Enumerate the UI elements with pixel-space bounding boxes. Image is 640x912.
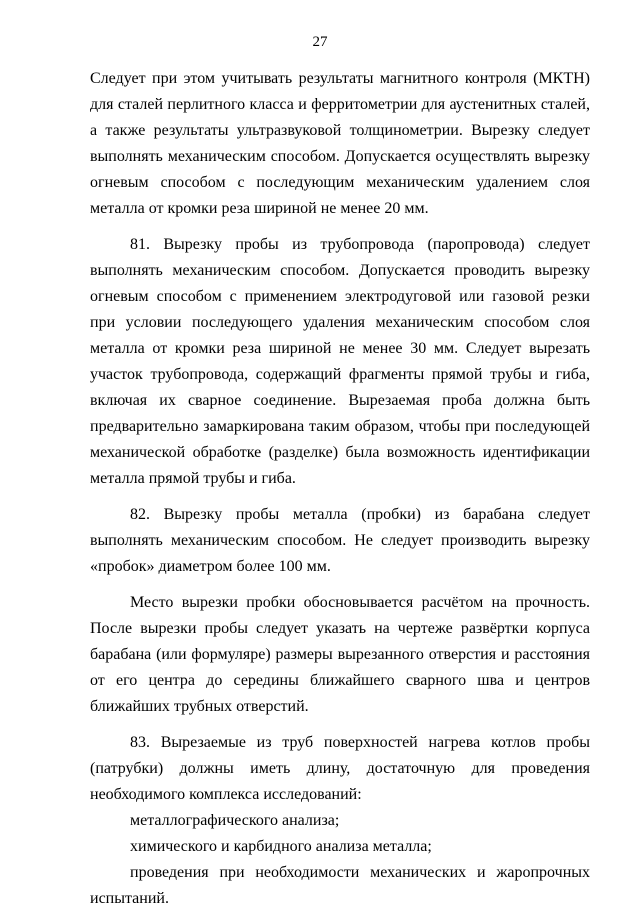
list-item: металлографического анализа;: [130, 812, 340, 829]
paragraph-continuation: Следует при этом учитывать результаты магнитного контроля (МКТН) для сталей перлитного класса и ферритометрии для аустенитных сталей, а также результаты ультразвуковой толщинометрии. Вырезку следует выполнять механическим способом. Допускается осуществлять вырезку огневым способом с последующим механическим удалением слоя металла от кромки реза шириной не менее 20 мм.: [90, 70, 590, 217]
paragraph-81: 81. Вырезку пробы из трубопровода (паропровода) следует выполнять механическим способом. Допускается проводить вырезку огневым способом с применением электродуговой или газовой резки при условии последующего удаления механическим способом слоя металла от кромки реза шириной не менее 30 мм. Следует вырезать участок трубопровода, содержащий фрагменты прямой трубы и гиба, включая их сварное соединение. Вырезаемая проба должна быть предварительно замаркирована таким образом, чтобы при последующей механической обработке (разделке) была возможность идентификации металла прямой трубы и гиба.: [90, 236, 590, 487]
body-text: [90, 66, 590, 912]
page-number: 27: [312, 34, 328, 50]
paragraph-cut-location: Место вырезки пробки обосновывается расчётом на прочность. После вырезки пробы следует указать на чертеже развёртки корпуса барабана (или формуляре) размеры вырезанного отверстия и расстояния от его центра до середины ближайшего сварного шва и центров ближайших трубных отверстий.: [90, 594, 590, 715]
list-item: химического и карбидного анализа металла;: [130, 838, 432, 855]
list-item: проведения при необходимости механических и жаропрочных испытаний.: [90, 864, 590, 907]
paragraph-82: 82. Вырезку пробы металла (пробки) из барабана следует выполнять механическим способом. Не следует производить вырезку «пробок» диаметром более 100 мм.: [90, 506, 590, 575]
paragraph-83: 83. Вырезаемые из труб поверхностей нагрева котлов пробы (патрубки) должны иметь длину, достаточную для проведения необходимого комплекса исследований:: [90, 734, 590, 803]
